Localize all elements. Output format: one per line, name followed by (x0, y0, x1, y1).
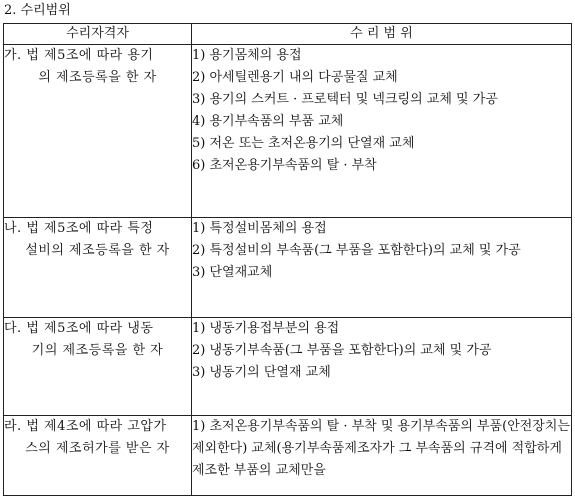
scope-item: 4) 용기부속품의 부품 교체 (192, 114, 344, 129)
category-line: 의 제조등록을 한 자 (38, 70, 157, 85)
category-line: 기의 제조등록을 한 자 (31, 343, 164, 358)
scope-item: 2) 특정설비의 부속품(그 부품을 포함한다)의 교체 및 가공 (192, 243, 521, 258)
table-row (4, 45, 572, 218)
table-row (4, 218, 572, 318)
scope-item: 1) 초저온용기부속품의 탈 · 부착 및 용기부속품의 부품(안전장치는 제외한다) 교체(용기부속품제조자가 그 부속품의 규격에 적합하게 제조한 부품의 교체만을 (192, 419, 570, 478)
category-line: 가. 법 제5조에 따라 용기 (4, 48, 154, 63)
scope-item: 2) 냉동기부속품(그 부품을 포함한다)의 교체 및 가공 (192, 343, 492, 358)
category-line: 다. 법 제5조에 따라 냉동 (4, 321, 154, 336)
scope-item: 3) 용기의 스커트 · 프로텍터 및 넥크링의 교체 및 가공 (192, 92, 498, 107)
scope-item: 5) 저온 또는 초저온용기의 단열재 교체 (192, 136, 415, 151)
scope-item: 2) 아세틸렌용기 내의 다공물질 교체 (192, 70, 398, 85)
table-row (4, 416, 572, 496)
table-header-row (4, 24, 572, 45)
category-line: 나. 법 제5조에 따라 특정 (4, 221, 154, 236)
section-title: 2. 수리범위 (4, 3, 71, 18)
scope-cell (192, 45, 572, 218)
category-line: 라. 법 제4조에 따라 고압가 (4, 419, 167, 434)
category-line: 스의 제조허가를 받은 자 (25, 441, 170, 456)
scope-cell (192, 318, 572, 416)
category-cell (4, 318, 192, 416)
header-category: 수리자격자 (4, 24, 192, 45)
scope-item: 3) 단열재교체 (192, 265, 273, 280)
scope-cell (192, 218, 572, 318)
scope-item: 3) 냉동기의 단열재 교체 (192, 365, 331, 380)
repair-scope-table (3, 23, 572, 496)
table-row (4, 318, 572, 416)
scope-item: 1) 용기몸체의 용접 (192, 48, 302, 63)
scope-item: 1) 냉동기용접부분의 용접 (192, 321, 340, 336)
category-line: 설비의 제조등록을 한 자 (25, 243, 170, 258)
scope-cell (192, 416, 572, 496)
category-cell (4, 416, 192, 496)
scope-item: 1) 특정설비몸체의 용접 (192, 221, 327, 236)
scope-item: 6) 초저온용기부속품의 탈 · 부착 (192, 158, 377, 173)
category-cell (4, 218, 192, 318)
header-scope: 수 리 범 위 (192, 24, 572, 45)
category-cell (4, 45, 192, 218)
